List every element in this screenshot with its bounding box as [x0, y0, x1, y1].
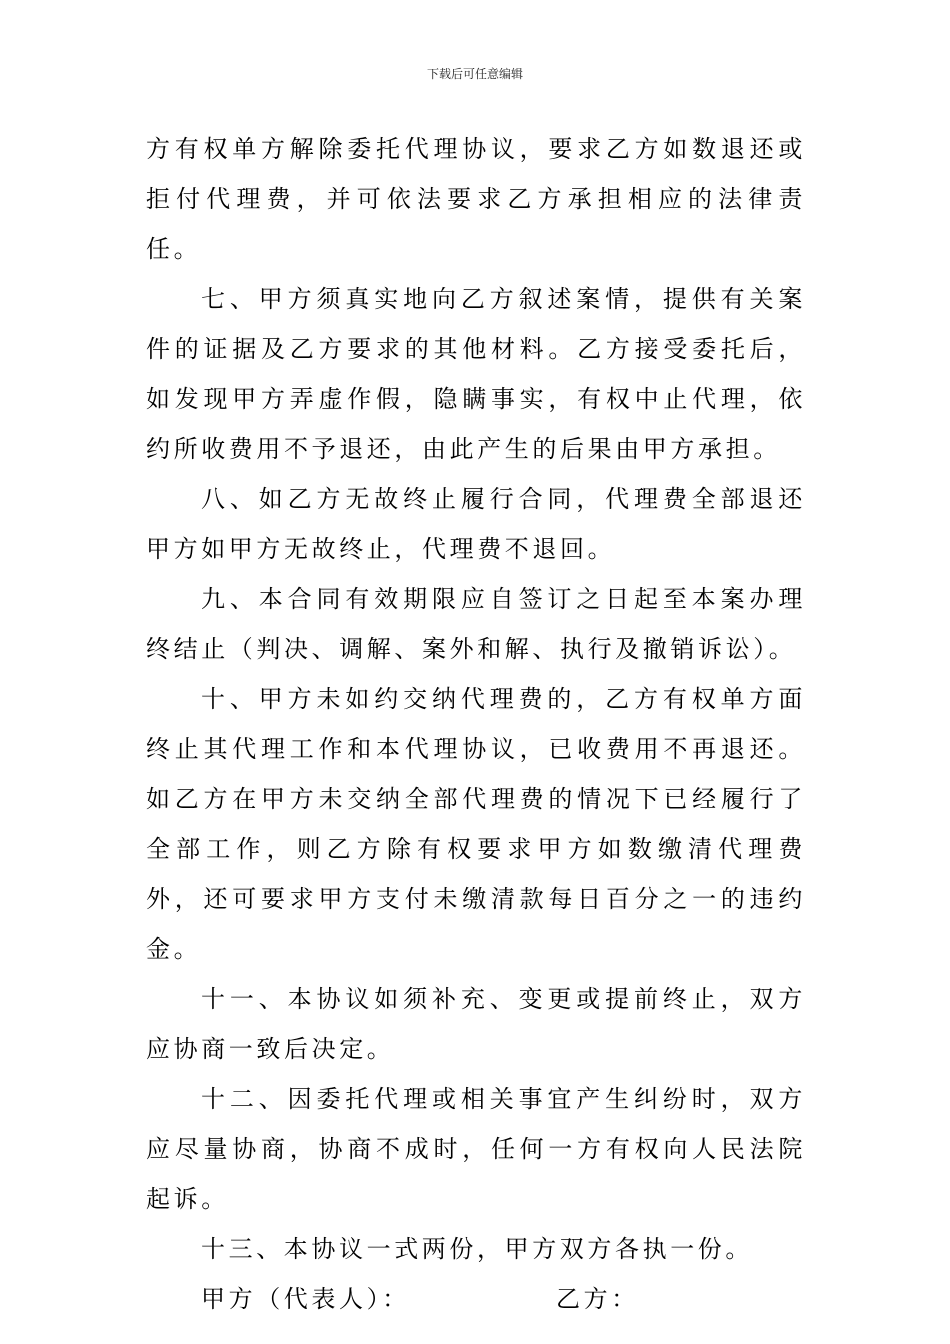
- paragraph-clause-9: 九、本合同有效期限应自签订之日起至本案办理终结止（判决、调解、案外和解、执行及撤销诉讼）。: [146, 585, 806, 663]
- page-header-note: 下载后可任意编辑: [426, 67, 523, 81]
- party-b-signature-label: 乙方：: [556, 1285, 639, 1313]
- paragraph-clause-8: 八、如乙方无故终止履行合同，代理费全部退还甲方如甲方无故终止，代理费不退回。: [146, 485, 806, 563]
- signature-row: [146, 1274, 806, 1324]
- paragraph-clause-7: 七、甲方须真实地向乙方叙述案情，提供有关案件的证据及乙方要求的其他材料。乙方接受委托后，如发现甲方弄虚作假，隐瞒事实，有权中止代理，依约所收费用不予退还，由此产生的后果由甲方承担。: [146, 285, 806, 463]
- party-a-signature-label: 甲方（代表人）：: [201, 1285, 410, 1313]
- document-body: [146, 124, 806, 1324]
- paragraph-clause-13: 十三、本协议一式两份，甲方双方各执一份。: [201, 1235, 753, 1263]
- paragraph-clause-12: 十二、因委托代理或相关事宜产生纠纷时，双方应尽量协商，协商不成时，任何一方有权向人民法院起诉。: [146, 1085, 806, 1213]
- paragraph-clause-10: 十、甲方未如约交纳代理费的，乙方有权单方面终止其代理工作和本代理协议，已收费用不再退还。如乙方在甲方未交纳全部代理费的情况下已经履行了全部工作，则乙方除有权要求甲方如数缴清代理费外，还可要求甲方支付未缴清款每日百分之一的违约金。: [146, 685, 806, 963]
- paragraph-continuation: 方有权单方解除委托代理协议，要求乙方如数退还或拒付代理费，并可依法要求乙方承担相应的法律责任。: [146, 135, 806, 263]
- paragraph-clause-11: 十一、本协议如须补充、变更或提前终止，双方应协商一致后决定。: [146, 985, 806, 1063]
